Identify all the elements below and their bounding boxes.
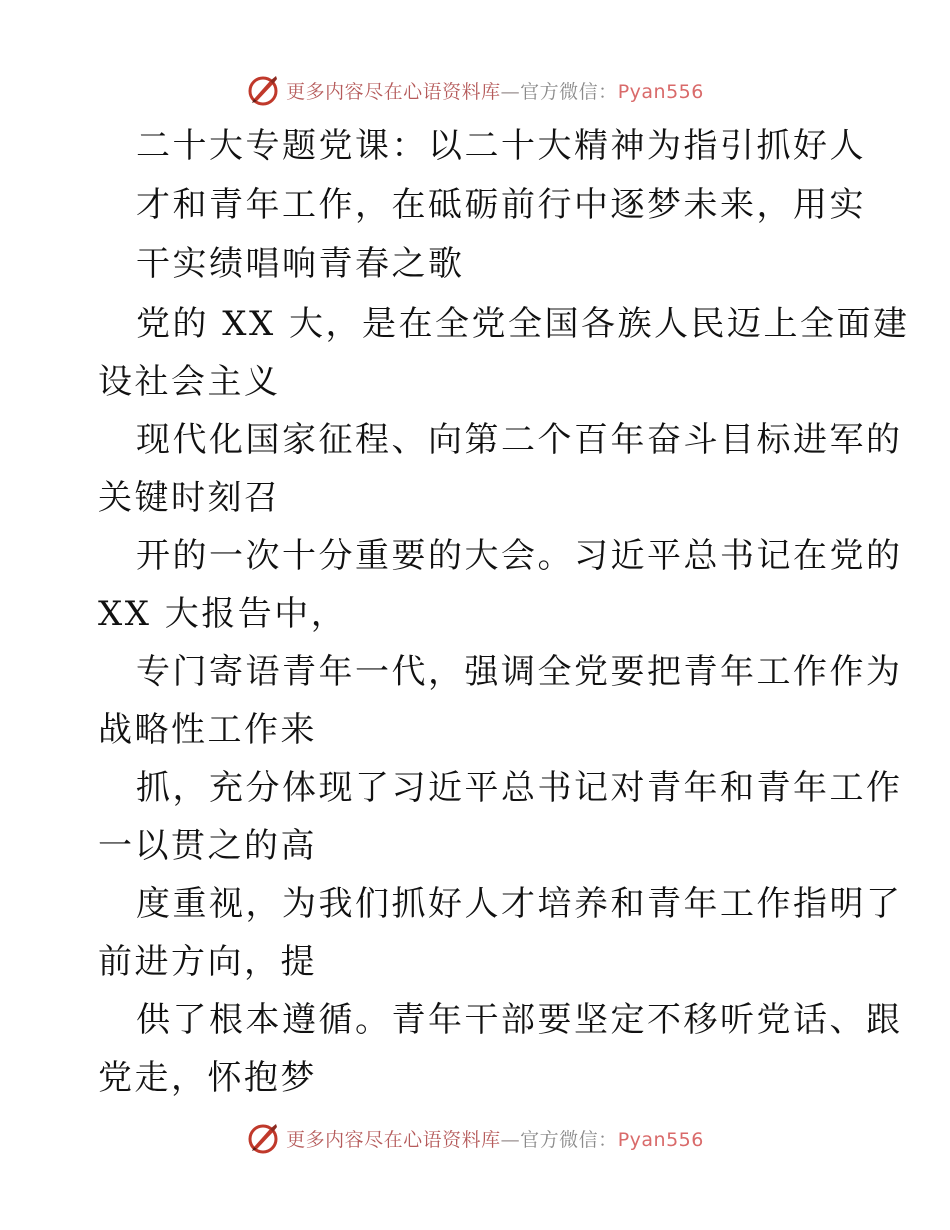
body-line-5: 开的一次十分重要的大会。习近平总书记在党的 — [136, 536, 903, 576]
header-banner-inner — [246, 73, 704, 107]
title-line-2: 才和青年工作，在砥砺前行中逐梦未来，用实 — [136, 185, 866, 225]
footer-banner-separator: — — [500, 1128, 521, 1151]
body-line-1: 党的 XX 大，是在全党全国各族人民迈上全面建 — [136, 304, 910, 344]
body-line-12: 前进方向，提 — [98, 942, 317, 982]
footer-banner-wechat-id: Pyan556 — [617, 1128, 704, 1151]
header-banner-separator: — — [500, 80, 521, 103]
body-line-10: 一以贯之的高 — [98, 826, 317, 866]
body-line-14: 党走，怀抱梦 — [98, 1058, 317, 1098]
header-banner-text — [286, 77, 704, 104]
quill-pen-logo-icon — [246, 73, 280, 107]
body-line-8: 战略性工作来 — [98, 710, 317, 750]
body-line-9: 抓，充分体现了习近平总书记对青年和青年工作 — [136, 768, 903, 808]
title-line-1: 二十大专题党课：以二十大精神为指引抓好人 — [136, 126, 866, 166]
body-line-7: 专门寄语青年一代，强调全党要把青年工作作为 — [136, 652, 903, 692]
quill-pen-logo-icon — [246, 1121, 280, 1155]
header-banner-wechat-label: 官方微信： — [520, 80, 618, 103]
body-line-6: XX 大报告中， — [98, 594, 348, 634]
body-line-2: 设社会主义 — [98, 362, 281, 402]
body-line-4: 关键时刻召 — [98, 478, 281, 518]
body-line-13: 供了根本遵循。青年干部要坚定不移听党话、跟 — [136, 1000, 903, 1040]
footer-banner-inner — [246, 1121, 704, 1155]
header-banner — [0, 70, 950, 110]
header-banner-main-text: 更多内容尽在心语资料库 — [286, 80, 501, 103]
title-line-3: 干实绩唱响青春之歌 — [136, 244, 465, 284]
footer-banner-text — [286, 1125, 704, 1152]
header-banner-wechat-id: Pyan556 — [617, 80, 704, 103]
body-line-11: 度重视，为我们抓好人才培养和青年工作指明了 — [136, 884, 903, 924]
footer-banner-main-text: 更多内容尽在心语资料库 — [286, 1128, 501, 1151]
footer-banner — [0, 1118, 950, 1158]
body-line-3: 现代化国家征程、向第二个百年奋斗目标进军的 — [136, 420, 903, 460]
footer-banner-wechat-label: 官方微信： — [520, 1128, 618, 1151]
